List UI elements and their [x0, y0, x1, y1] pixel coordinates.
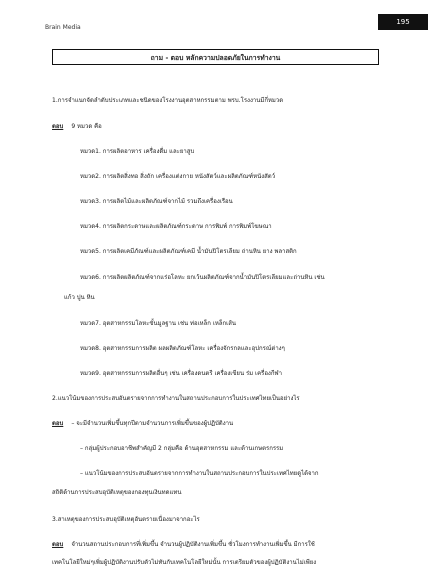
answer-label: ตอบ [52, 123, 64, 130]
answer-text: จำนวนสถานประกอบการที่เพิ่มขึ้น จำนวนผู้ปฏิบัติงานเพิ่มขึ้น ชั่วโมงการทำงานเพิ่มขึ้น มีการใช้ [71, 541, 315, 548]
answer-2 [52, 418, 233, 428]
answer-3 [52, 539, 315, 549]
category-item: หมวด9. อุตสาหกรรมการผลิตอื่นๆ เช่น เครื่องดนตรี เครื่องเขียน ร่ม เครื่องกีฬา [80, 370, 282, 377]
category-item: หมวด2. การผลิตสิ่งทอ สิ่งถัก เครื่องแต่งกาย หนังสัตว์และผลิตภัณฑ์หนังสัตว์ [80, 173, 276, 180]
answer-continuation: เทคโนโลยีใหม่ๆเพิ่มผู้ปฏิบัติงานปรับตัวไม่ทันกับเทคโนโลยีใหม่นั้น การเตรียมตัวของผู้ปฏิบัติงานไม่เพียง [52, 559, 317, 566]
answer-label: ตอบ [52, 420, 64, 427]
answer-text: – จะมีจำนวนเพิ่มขึ้นทุกปีตามจำนวนการเพิ่มขึ้นของผู้ปฏิบัติงาน [71, 420, 234, 427]
answer-label: ตอบ [52, 541, 64, 548]
question-3: 3.สาเหตุของการประสบอุบัติเหตุอันตรายเนื่องมาจากอะไร [52, 516, 200, 523]
category-item: หมวด1. การผลิตอาหาร เครื่องดื่ม และยาสูบ [80, 148, 195, 155]
category-item-continuation: แก้ว ปูน หิน [64, 294, 95, 301]
category-item: หมวด3. การผลิตไม้และผลิตภัณฑ์จากไม้ รวมถึงเครื่องเรือน [80, 198, 233, 205]
category-item: หมวด8. อุตสาหกรรมการผลิต ผลผลิตภัณฑ์โลหะ เครื่องจักรกลและอุปกรณ์ต่างๆ [80, 345, 285, 352]
question-1: 1.การจำแนกจัดลำดับประเภทและชนิดของโรงงานอุตสาหกรรมตาม พรบ.โรงงานมีกี่หมวด [52, 97, 284, 104]
page-number: 195 [378, 14, 428, 30]
question-2: 2.แนวโน้มของการประสบอันตรายจากการทำงานในสถานประกอบการในประเทศไทยเป็นอย่างไร [52, 395, 300, 402]
answer-bullet: – แนวโน้มของการประสบอันตรายจากการทำงานในสถานประกอบการในประเทศไทยดูได้จาก [80, 470, 319, 477]
category-item: หมวด6. การผลิตผลิตภัณฑ์จากแร่อโลหะ ยกเว้นผลิตภัณฑ์จากน้ำมันปิโตรเลียมและถ่านหิน เช่น [80, 274, 325, 281]
category-item: หมวด7. อุตสาหกรรมโลหะขั้นมูลฐาน เช่น ท่อเหล็ก เหล็กเส้น [80, 320, 236, 327]
answer-text: 9 หมวด คือ [71, 123, 102, 130]
category-item: หมวด4. การผลิตกระดาษและผลิตภัณฑ์กระดาษ การพิมพ์ การพิมพ์โฆษณา [80, 223, 272, 230]
answer-1 [52, 121, 102, 131]
header-publisher: Brain Media [45, 24, 81, 31]
answer-continuation: สถิติด้านการประสบอุบัติเหตุของกองทุนเงินทดแทน [52, 489, 182, 496]
section-title: ถาม - ตอบ หลักความปลอดภัยในการทำงาน [52, 49, 379, 65]
answer-bullet: – กลุ่มผู้ประกอบอาชีพสำคัญมี 2 กลุ่มคือ ด้านอุตสาหกรรม และด้านเกษตรกรรม [80, 445, 284, 452]
category-item: หมวด5. การผลิตเคมีภัณฑ์และผลิตภัณฑ์เคมี น้ำมันปิโตรเลียม ถ่านหิน ยาง พลาสติก [80, 248, 297, 255]
